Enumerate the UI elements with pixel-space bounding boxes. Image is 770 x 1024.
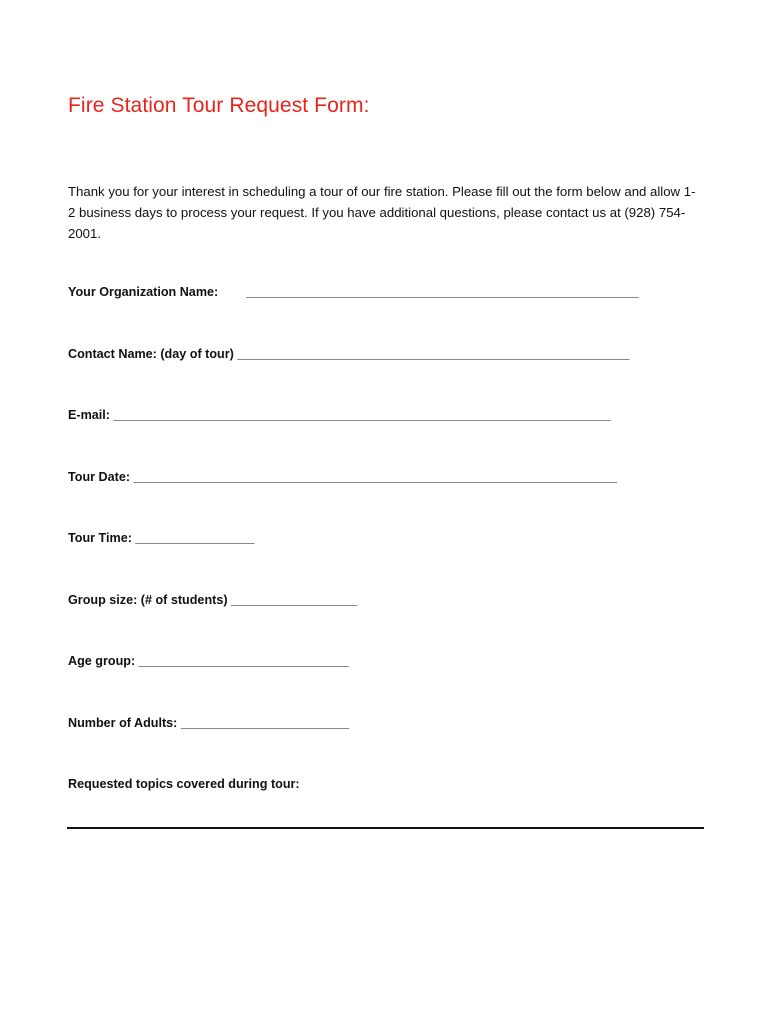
number-of-adults-label: Number of Adults:: [68, 716, 181, 730]
age-group-blank[interactable]: ______________________________: [138, 654, 349, 668]
requested-topics-field: [68, 777, 300, 791]
number-of-adults-blank[interactable]: ________________________: [180, 716, 349, 730]
email-field[interactable]: [68, 408, 611, 422]
group-size-field[interactable]: [68, 593, 357, 607]
organization-name-label: Your Organization Name:: [68, 285, 219, 299]
organization-name-blank[interactable]: ________________________________________________________: [246, 285, 639, 299]
age-group-label: Age group:: [68, 654, 139, 668]
tour-date-label: Tour Date:: [68, 470, 134, 484]
form-intro-paragraph: Thank you for your interest in scheduling a tour of our fire station. Please fill out the form below and allow 1-2 business days to process your request. If you have additional questions, please contact us at (928) 754-2001.: [68, 184, 696, 241]
age-group-field[interactable]: [68, 654, 349, 668]
group-size-blank[interactable]: __________________: [231, 593, 358, 607]
tour-time-label: Tour Time:: [68, 531, 136, 545]
requested-topics-answer-line[interactable]: [67, 827, 704, 829]
group-size-label: Group size: (# of students): [68, 593, 232, 607]
contact-name-blank[interactable]: ________________________________________________________: [237, 347, 630, 361]
number-of-adults-field[interactable]: [68, 716, 349, 730]
email-blank[interactable]: _______________________________________________________________________: [113, 408, 611, 422]
tour-time-blank[interactable]: _________________: [135, 531, 255, 545]
email-label: E-mail:: [68, 408, 114, 422]
contact-name-field[interactable]: [68, 347, 630, 361]
tour-date-blank[interactable]: _____________________________________________________________________: [133, 470, 617, 484]
contact-name-label: Contact Name: (day of tour): [68, 347, 238, 361]
requested-topics-label: Requested topics covered during tour:: [68, 777, 300, 791]
form-title: Fire Station Tour Request Form:: [68, 94, 370, 117]
tour-date-field[interactable]: [68, 470, 617, 484]
organization-name-field[interactable]: [68, 285, 638, 299]
tour-time-field[interactable]: [68, 531, 254, 545]
